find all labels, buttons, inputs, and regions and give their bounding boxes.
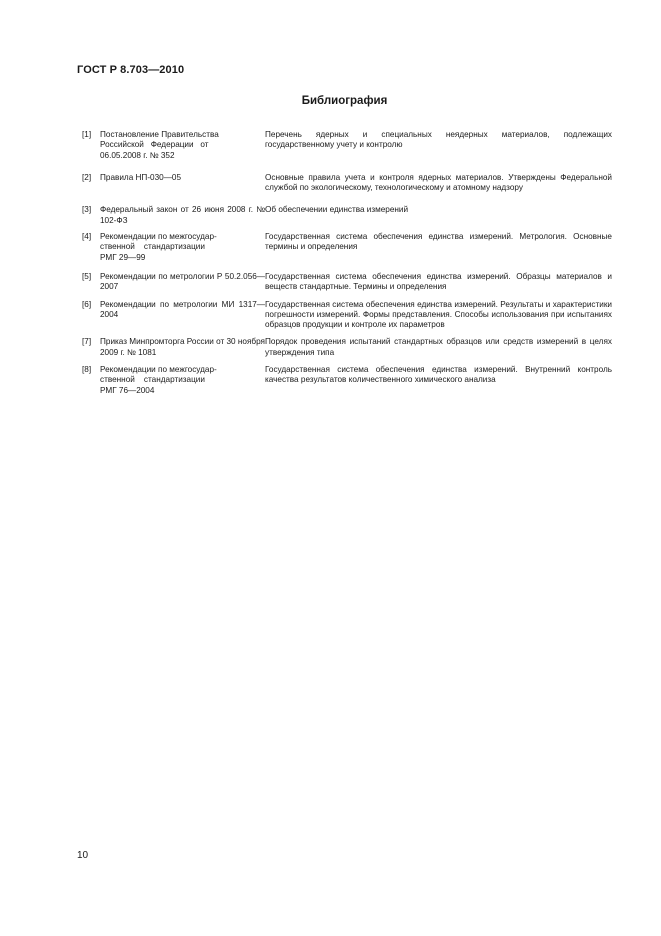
entry-source: Рекомендации по межгосудар- ственной стандартизации РМГ 29—99 xyxy=(100,232,217,262)
bibliography-entry xyxy=(82,272,612,293)
entry-source: Приказ Минпромторга России от 30 ноября 2009 г. № 1081 xyxy=(100,337,265,357)
bibliography-entry xyxy=(82,365,612,396)
entry-source: Рекомендации по метрологии Р 50.2.056—2007 xyxy=(100,271,265,292)
entry-title: Основные правила учета и контроля ядерных материалов. Утверждены Федеральной службой по экологическому, технологическому и атомному надзору xyxy=(265,172,612,193)
bibliography-entry xyxy=(82,300,612,331)
entry-source: Рекомендации по межгосудар- ственной стандартизации РМГ 76—2004 xyxy=(100,365,217,395)
entry-title: Государственная система обеспечения единства измерений. Внутренний контроль качества результатов количественного химического анализа xyxy=(265,365,612,385)
bibliography-entry xyxy=(82,205,612,226)
entry-source: Федеральный закон от 26 июня 2008 г. № 102-ФЗ xyxy=(100,205,265,225)
bibliography-entry xyxy=(82,232,612,263)
entry-number: [4] xyxy=(82,232,92,242)
entry-title: Порядок проведения испытаний стандартных образцов или средств измерений в целях утверждения типа xyxy=(265,337,612,357)
page-title: Библиография xyxy=(301,95,388,107)
entry-title: Об обеспечении единства измерений xyxy=(265,205,409,215)
entry-number: [5] xyxy=(82,271,92,281)
page-number: 10 xyxy=(77,850,89,861)
entry-title: Государственная система обеспечения единства измерений. Результаты и характеристики погрешности измерений. Формы представления. Способы использования при испытаниях образцов продукции и контроле их параметров xyxy=(265,299,612,330)
bibliography-entry xyxy=(82,337,612,358)
bibliography-entry xyxy=(82,173,612,194)
entry-title: Перечень ядерных и специальных неядерных материалов, подлежащих государственному учету и контролю xyxy=(265,130,612,150)
entry-number: [1] xyxy=(82,130,92,139)
document-code: ГОСТ Р 8.703—2010 xyxy=(77,64,185,76)
entry-source: Рекомендации по метрологии МИ 1317—2004 xyxy=(100,299,265,319)
bibliography-list xyxy=(82,130,612,396)
entry-title: Государственная система обеспечения единства измерений. Метрология. Основные термины и определения xyxy=(265,232,612,252)
bibliography-entry xyxy=(82,130,612,161)
entry-number: [3] xyxy=(82,205,92,215)
entry-number: [6] xyxy=(82,299,92,309)
entry-number: [2] xyxy=(82,172,92,182)
entry-source: Постановление Правительства Российской Федерации от 06.05.2008 г. № 352 xyxy=(100,130,219,160)
entry-number: [7] xyxy=(82,337,92,347)
entry-title: Государственная система обеспечения единства измерений. Образцы материалов и веществ стандартные. Термины и определения xyxy=(265,271,612,292)
entry-source: Правила НП-030—05 xyxy=(100,172,181,182)
entry-number: [8] xyxy=(82,365,92,375)
